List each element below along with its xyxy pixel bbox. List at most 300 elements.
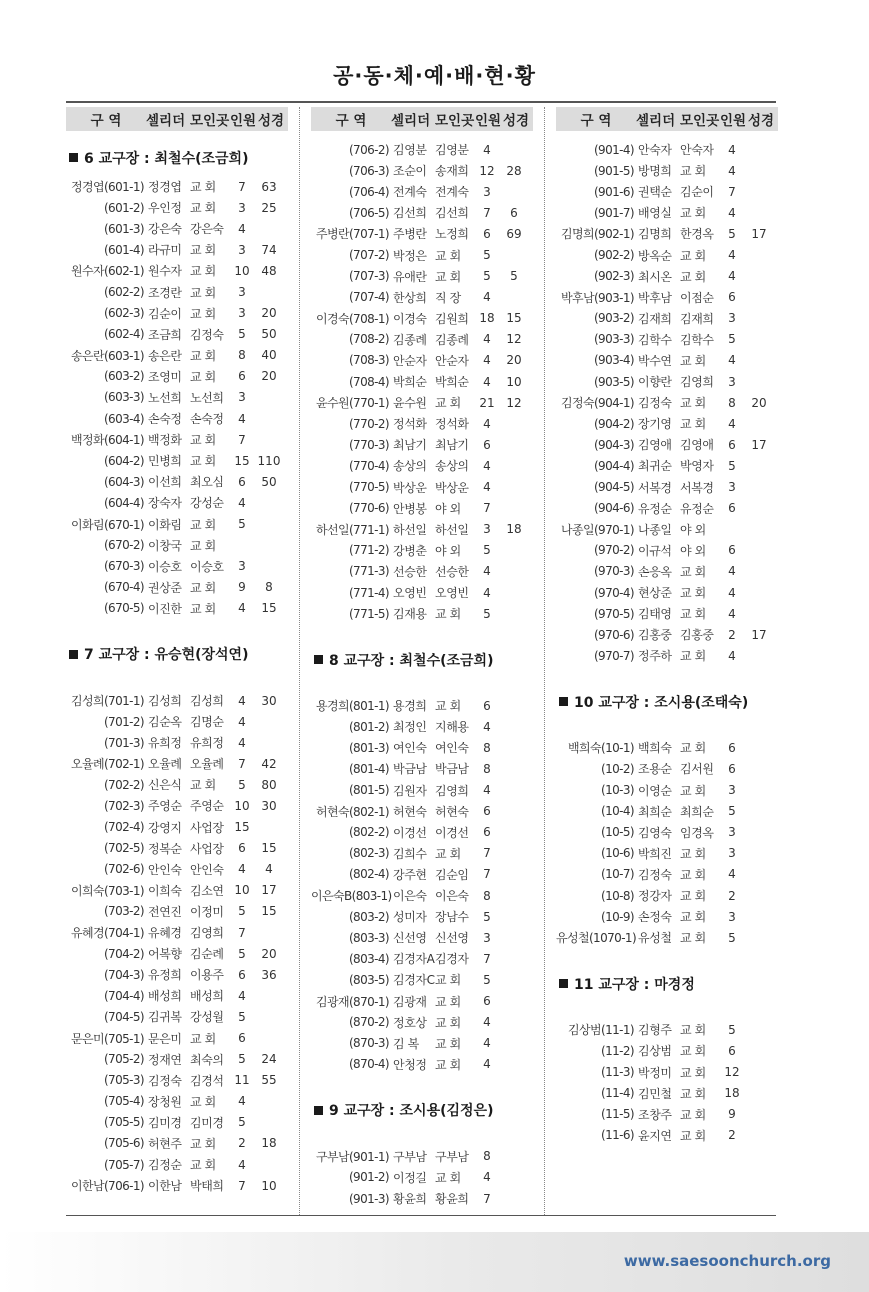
header-bible: 성경	[503, 113, 530, 129]
leader-cell: 백희숙	[638, 741, 672, 756]
zone-cell: (770-4)	[348, 458, 389, 473]
zone-cell: (11-4)	[601, 1086, 634, 1101]
table-row	[66, 281, 288, 302]
zone-cell: 허현숙(802-1)	[315, 804, 389, 819]
table-row	[66, 535, 288, 556]
leader-cell: 안병봉	[393, 501, 427, 516]
zone-cell: 김성희(701-1)	[70, 694, 144, 709]
leader-cell: 방옥순	[638, 248, 672, 263]
place-cell: 교 회	[190, 1136, 216, 1151]
count-cell: 4	[728, 205, 736, 220]
place-cell: 김영희	[435, 783, 469, 798]
count-cell: 15	[234, 820, 250, 835]
leader-cell: 조창주	[638, 1107, 672, 1122]
count-cell: 12	[724, 1065, 740, 1080]
zone-cell: (603-4)	[103, 411, 144, 426]
place-cell: 이경선	[435, 825, 469, 840]
bible-cell: 36	[261, 967, 277, 982]
table-row	[66, 1154, 288, 1175]
zone-cell: (970-7)	[593, 648, 634, 663]
bible-cell: 12	[506, 332, 522, 347]
count-cell: 8	[483, 740, 491, 755]
leader-cell: 김경자A	[393, 952, 435, 967]
table-row	[556, 181, 778, 202]
count-cell: 4	[728, 416, 736, 431]
place-cell: 정석화	[435, 417, 469, 432]
zone-cell: (903-2)	[593, 311, 634, 326]
leader-cell: 김학수	[638, 332, 672, 347]
table-row	[311, 202, 533, 223]
leader-cell: 주영순	[148, 799, 182, 814]
zone-cell: (704-4)	[103, 988, 144, 1003]
count-cell: 4	[238, 1094, 246, 1109]
count-cell: 3	[238, 306, 246, 321]
count-cell: 4	[238, 1157, 246, 1172]
zone-cell: 김명희(902-1)	[560, 227, 634, 242]
count-cell: 7	[483, 951, 491, 966]
zone-cell: 유혜경(704-1)	[70, 926, 144, 941]
leader-cell: 이향란	[638, 375, 672, 390]
zone-cell: (706-5)	[348, 205, 389, 220]
table-header	[311, 107, 533, 131]
zone-cell: (704-2)	[103, 946, 144, 961]
square-bullet-icon	[69, 650, 78, 659]
leader-cell: 김명희	[638, 227, 672, 242]
zone-cell: (11-6)	[601, 1128, 634, 1143]
place-cell: 김성희	[190, 694, 224, 709]
leader-cell: 어복향	[148, 947, 182, 962]
column-body	[556, 139, 778, 1146]
zone-cell: (602-4)	[103, 327, 144, 342]
place-cell: 교 회	[680, 1044, 706, 1059]
place-cell: 김영분	[435, 143, 469, 158]
count-cell: 5	[238, 327, 246, 342]
bible-cell: 5	[510, 269, 518, 284]
count-cell: 15	[234, 453, 250, 468]
leader-cell: 이정길	[393, 1170, 427, 1185]
table-row	[66, 795, 288, 816]
table-header	[556, 107, 778, 131]
table-row	[556, 1083, 778, 1104]
table-row	[66, 838, 288, 859]
table-row	[311, 160, 533, 181]
leader-cell: 선승한	[393, 564, 427, 579]
place-cell: 김학수	[680, 332, 714, 347]
zone-cell: 이희숙(703-1)	[70, 883, 144, 898]
place-cell: 안순자	[435, 353, 469, 368]
place-cell: 이점순	[680, 290, 714, 305]
count-cell: 3	[483, 184, 491, 199]
table-row	[556, 519, 778, 540]
leader-cell: 유정순	[638, 501, 672, 516]
square-bullet-icon	[559, 697, 568, 706]
leader-cell: 용경희	[393, 699, 427, 714]
section-spacer	[311, 678, 533, 695]
table-row	[311, 223, 533, 244]
table-row	[66, 239, 288, 260]
count-cell: 4	[728, 142, 736, 157]
place-cell: 교 회	[190, 180, 216, 195]
table-row	[311, 540, 533, 561]
zone-cell: (903-5)	[593, 374, 634, 389]
zone-cell: (10-9)	[601, 909, 634, 924]
table-row	[311, 561, 533, 582]
count-cell: 3	[238, 285, 246, 300]
count-cell: 7	[483, 846, 491, 861]
zone-cell: (801-5)	[348, 783, 389, 798]
zone-cell: (901-2)	[348, 1170, 389, 1185]
count-cell: 3	[728, 783, 736, 798]
zone-cell: (904-4)	[593, 458, 634, 473]
count-cell: 5	[483, 972, 491, 987]
count-cell: 4	[238, 735, 246, 750]
leader-cell: 정호상	[393, 1015, 427, 1030]
leader-cell: 박정은	[393, 248, 427, 263]
table-row	[66, 985, 288, 1006]
bible-cell: 6	[510, 205, 518, 220]
count-cell: 6	[238, 841, 246, 856]
table-row	[311, 1033, 533, 1054]
zone-cell: (11-3)	[601, 1065, 634, 1080]
table-row	[66, 859, 288, 880]
count-cell: 6	[728, 1043, 736, 1058]
zone-cell: (901-5)	[593, 163, 634, 178]
table-row	[556, 266, 778, 287]
place-cell: 김순이	[680, 185, 714, 200]
place-cell: 교 회	[190, 433, 216, 448]
count-cell: 4	[728, 867, 736, 882]
table-row	[311, 906, 533, 927]
column-1	[66, 107, 288, 1196]
count-cell: 10	[234, 263, 250, 278]
leader-cell: 백정화	[148, 433, 182, 448]
place-cell: 교 회	[190, 538, 216, 553]
count-cell: 4	[238, 601, 246, 616]
count-cell: 4	[483, 1036, 491, 1051]
place-cell: 교 회	[435, 1057, 461, 1072]
table-row	[311, 266, 533, 287]
count-cell: 10	[234, 798, 250, 813]
leader-cell: 안순자	[393, 353, 427, 368]
zone-cell: (11-5)	[601, 1107, 634, 1122]
zone-cell: (708-4)	[348, 374, 389, 389]
leader-cell: 허현주	[148, 1136, 182, 1151]
table-row	[311, 1167, 533, 1188]
place-cell: 안인숙	[190, 862, 224, 877]
leader-cell: 김형주	[638, 1023, 672, 1038]
place-cell: 교 회	[680, 607, 706, 622]
zone-cell: (706-3)	[348, 163, 389, 178]
zone-cell: (903-4)	[593, 353, 634, 368]
place-cell: 교 회	[680, 1065, 706, 1080]
place-cell: 야 외	[680, 522, 706, 537]
zone-cell: (670-4)	[103, 580, 144, 595]
column-3	[556, 107, 778, 1146]
place-cell: 강성순	[190, 496, 224, 511]
place-cell: 김홍중	[680, 628, 714, 643]
header-zone: 구 역	[580, 113, 612, 129]
place-cell: 김원희	[435, 311, 469, 326]
place-cell: 김재희	[680, 311, 714, 326]
zone-cell: (601-2)	[103, 200, 144, 215]
table-row	[66, 303, 288, 324]
leader-cell: 조용순	[638, 762, 672, 777]
count-cell: 5	[483, 606, 491, 621]
place-cell: 김정숙	[190, 327, 224, 342]
zone-cell: 이한남(706-1)	[70, 1179, 144, 1194]
place-cell: 교 회	[190, 1031, 216, 1046]
table-row	[311, 181, 533, 202]
zone-cell: (601-4)	[103, 242, 144, 257]
zone-cell: (704-3)	[103, 967, 144, 982]
leader-cell: 김영분	[393, 143, 427, 158]
header-place: 모인곳	[190, 113, 230, 129]
table-row	[311, 329, 533, 350]
zone-cell: (10-5)	[601, 825, 634, 840]
district-heading	[556, 683, 778, 720]
leader-cell: 최정인	[393, 720, 427, 735]
leader-cell: 우인정	[148, 201, 182, 216]
place-cell: 교 회	[190, 243, 216, 258]
table-row	[66, 1070, 288, 1091]
place-cell: 박상운	[435, 480, 469, 495]
section-spacer	[556, 1002, 778, 1019]
leader-cell: 손정숙	[638, 910, 672, 925]
count-cell: 5	[728, 1022, 736, 1037]
count-cell: 8	[238, 348, 246, 363]
place-cell: 교 회	[190, 201, 216, 216]
zone-cell: (670-5)	[103, 601, 144, 616]
zone-cell: (970-5)	[593, 606, 634, 621]
zone-cell: 오율례(702-1)	[70, 757, 144, 772]
table-row	[66, 732, 288, 753]
count-cell: 5	[483, 248, 491, 263]
count-cell: 4	[483, 480, 491, 495]
zone-cell: 윤수원(770-1)	[315, 396, 389, 411]
count-cell: 5	[238, 1115, 246, 1130]
table-row	[66, 492, 288, 513]
leader-cell: 박상운	[393, 480, 427, 495]
leader-cell: 김정순	[148, 1158, 182, 1173]
leader-cell: 최시온	[638, 269, 672, 284]
place-cell: 교 회	[680, 1107, 706, 1122]
zone-cell: (707-2)	[348, 248, 389, 263]
zone-cell: (704-5)	[103, 1009, 144, 1024]
leader-cell: 노선희	[148, 390, 182, 405]
table-row	[66, 324, 288, 345]
section-spacer	[311, 1129, 533, 1146]
zone-cell: 김광재(870-1)	[315, 994, 389, 1009]
count-cell: 7	[483, 867, 491, 882]
place-cell: 교 회	[680, 741, 706, 756]
table-row	[311, 801, 533, 822]
table-row	[311, 758, 533, 779]
count-cell: 3	[238, 559, 246, 574]
column-divider	[544, 107, 545, 1215]
zone-cell: (703-2)	[103, 904, 144, 919]
place-cell: 김영희	[680, 375, 714, 390]
place-cell: 교 회	[190, 517, 216, 532]
zone-cell: (802-3)	[348, 846, 389, 861]
leader-cell: 조경란	[148, 285, 182, 300]
zone-cell: 이경숙(708-1)	[315, 311, 389, 326]
leader-cell: 구부남	[393, 1149, 427, 1164]
zone-cell: (903-3)	[593, 332, 634, 347]
zone-cell: (803-2)	[348, 909, 389, 924]
place-cell: 교 회	[435, 973, 461, 988]
leader-cell: 오율례	[148, 757, 182, 772]
table-row	[556, 737, 778, 758]
count-cell: 4	[728, 248, 736, 263]
zone-cell: (705-3)	[103, 1073, 144, 1088]
zone-cell: (771-3)	[348, 564, 389, 579]
leader-cell: 최귀순	[638, 459, 672, 474]
leader-cell: 이승호	[148, 559, 182, 574]
place-cell: 교 회	[435, 1036, 461, 1051]
count-cell: 3	[238, 200, 246, 215]
count-cell: 6	[238, 369, 246, 384]
place-cell: 최희순	[680, 804, 714, 819]
place-cell: 박금남	[435, 762, 469, 777]
place-cell: 최오심	[190, 475, 224, 490]
leader-cell: 안인숙	[148, 862, 182, 877]
count-cell: 4	[238, 714, 246, 729]
place-cell: 교 회	[680, 846, 706, 861]
table-row	[66, 690, 288, 711]
section-spacer	[556, 948, 778, 965]
header-count: 인원	[475, 113, 502, 129]
leader-cell: 이창국	[148, 538, 182, 553]
leader-cell: 안청정	[393, 1057, 427, 1072]
zone-cell: 이화림(670-1)	[70, 517, 144, 532]
place-cell: 교 회	[435, 846, 461, 861]
column-body	[311, 139, 533, 1209]
table-row	[311, 969, 533, 990]
place-cell: 교 회	[190, 1094, 216, 1109]
leader-cell: 최희순	[638, 804, 672, 819]
table-row	[556, 906, 778, 927]
zone-cell: (771-5)	[348, 606, 389, 621]
leader-cell: 정복순	[148, 841, 182, 856]
place-cell: 교 회	[680, 269, 706, 284]
leader-cell: 여인숙	[393, 741, 427, 756]
section-spacer	[311, 1075, 533, 1092]
count-cell: 4	[728, 163, 736, 178]
count-cell: 2	[238, 1136, 246, 1151]
zone-cell: (705-4)	[103, 1094, 144, 1109]
leader-cell: 강은숙	[148, 222, 182, 237]
leader-cell: 유애란	[393, 269, 427, 284]
leader-cell: 강병춘	[393, 543, 427, 558]
zone-cell: (701-2)	[103, 714, 144, 729]
table-row	[556, 1040, 778, 1061]
table-row	[311, 948, 533, 969]
count-cell: 4	[483, 332, 491, 347]
count-cell: 4	[728, 606, 736, 621]
table-row	[66, 218, 288, 239]
zone-cell: (970-3)	[593, 564, 634, 579]
table-row	[311, 1188, 533, 1209]
leader-cell: 박희순	[393, 375, 427, 390]
district-heading	[66, 139, 288, 176]
place-cell: 신선영	[435, 931, 469, 946]
place-cell: 김선희	[435, 206, 469, 221]
zone-cell: (705-2)	[103, 1052, 144, 1067]
table-row	[66, 514, 288, 535]
count-cell: 6	[238, 1031, 246, 1046]
count-cell: 4	[483, 783, 491, 798]
leader-cell: 최남기	[393, 438, 427, 453]
count-cell: 2	[728, 888, 736, 903]
count-cell: 21	[479, 395, 495, 410]
zone-cell: (706-4)	[348, 184, 389, 199]
bible-cell: 20	[261, 369, 277, 384]
header-leader: 셀리더	[391, 113, 431, 129]
place-cell: 교 회	[435, 1015, 461, 1030]
column-body	[66, 139, 288, 1196]
place-cell: 김서원	[680, 762, 714, 777]
square-bullet-icon	[69, 153, 78, 162]
district-heading-text: 9 교구장 : 조시용(김정은)	[329, 1103, 494, 1120]
place-cell: 교 회	[680, 248, 706, 263]
square-bullet-icon	[314, 1106, 323, 1115]
zone-cell: (706-2)	[348, 142, 389, 157]
zone-cell: (901-3)	[348, 1191, 389, 1206]
leader-cell: 신은식	[148, 778, 182, 793]
zone-cell: (803-3)	[348, 930, 389, 945]
bible-cell: 12	[506, 395, 522, 410]
leader-cell: 김원자	[393, 783, 427, 798]
count-cell: 5	[483, 543, 491, 558]
zone-cell: (902-2)	[593, 248, 634, 263]
leader-cell: 송은란	[148, 348, 182, 363]
table-row	[66, 345, 288, 366]
zone-cell: (970-2)	[593, 543, 634, 558]
table-row	[556, 758, 778, 779]
count-cell: 18	[479, 311, 495, 326]
leader-cell: 이화림	[148, 517, 182, 532]
table-row	[311, 737, 533, 758]
leader-cell: 정석화	[393, 417, 427, 432]
table-row	[66, 429, 288, 450]
website-link[interactable]: www.saesoonchurch.org	[623, 1252, 831, 1270]
count-cell: 3	[728, 825, 736, 840]
table-row	[66, 880, 288, 901]
leader-cell: 김경자C	[393, 973, 435, 988]
leader-cell: 강주현	[393, 867, 427, 882]
place-cell: 교 회	[680, 417, 706, 432]
table-row	[556, 822, 778, 843]
zone-cell: (801-3)	[348, 740, 389, 755]
count-cell: 4	[728, 353, 736, 368]
table-row	[66, 1049, 288, 1070]
bible-cell: 17	[751, 226, 767, 241]
count-cell: 6	[728, 290, 736, 305]
count-cell: 7	[238, 1178, 246, 1193]
place-cell: 전계숙	[435, 185, 469, 200]
bible-cell: 20	[261, 946, 277, 961]
place-cell: 교 회	[680, 206, 706, 221]
district-heading	[311, 641, 533, 678]
table-row	[556, 1061, 778, 1082]
zone-cell: (603-2)	[103, 369, 144, 384]
table-row	[556, 1125, 778, 1146]
count-cell: 5	[238, 1052, 246, 1067]
leader-cell: 허현숙	[393, 804, 427, 819]
zone-cell: (708-3)	[348, 353, 389, 368]
table-row	[311, 780, 533, 801]
place-cell: 교 회	[190, 778, 216, 793]
